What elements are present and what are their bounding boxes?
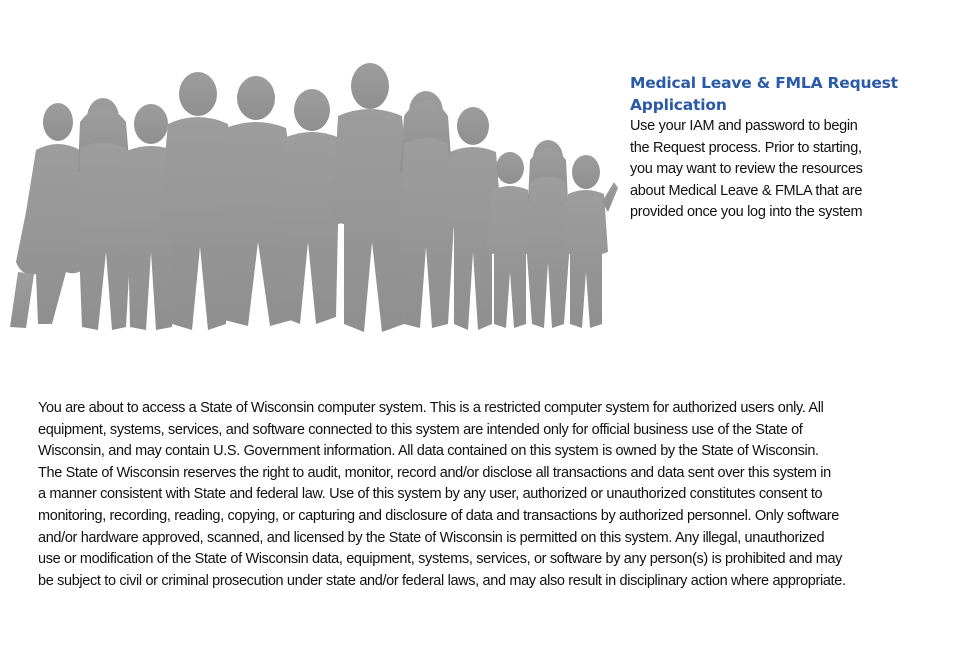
security-warning-panel	[38, 398, 938, 592]
silhouette-person	[564, 155, 618, 328]
people-silhouettes-image	[8, 62, 618, 340]
intro-instructions: Use your IAM and password to begin the Request process. Prior to starting, you may want to review the resources about Medical Leave & FMLA that are provided once you log into the system	[630, 118, 863, 220]
silhouette-person	[526, 140, 570, 328]
intro-panel	[630, 72, 930, 224]
security-warning-text: You are about to access a State of Wisconsin computer system. This is a restricted computer system for authorized users only. All equipment, systems, services, and software connected to this system are intended only for official business use of the State of Wisconsin, and may contain U.S. Government information. All data contained on this system is owned by the State of Wisconsin. The State of Wisconsin reserves the right to audit, monitor, record and/or disclose all transactions and data sent over this system in a manner consistent with State and federal law. Use of this system by any user, authorized or unauthorized constitutes consent to monitoring, recording, reading, copying, or capturing and disclosure of data and transactions by authorized personnel. Only software and/or hardware approved, scanned, and licensed by the State of Wisconsin is permitted on this system. Any illegal, unauthorized use or modification of the State of Wisconsin data, equipment, systems, services, or software by any person(s) is prohibited and may be subject to civil or criminal prosecution under state and/or federal laws, and may also result in disciplinary action where appropriate.	[38, 400, 846, 589]
application-title: Medical Leave & FMLA Request Application	[630, 74, 898, 114]
silhouette-person	[332, 63, 412, 332]
